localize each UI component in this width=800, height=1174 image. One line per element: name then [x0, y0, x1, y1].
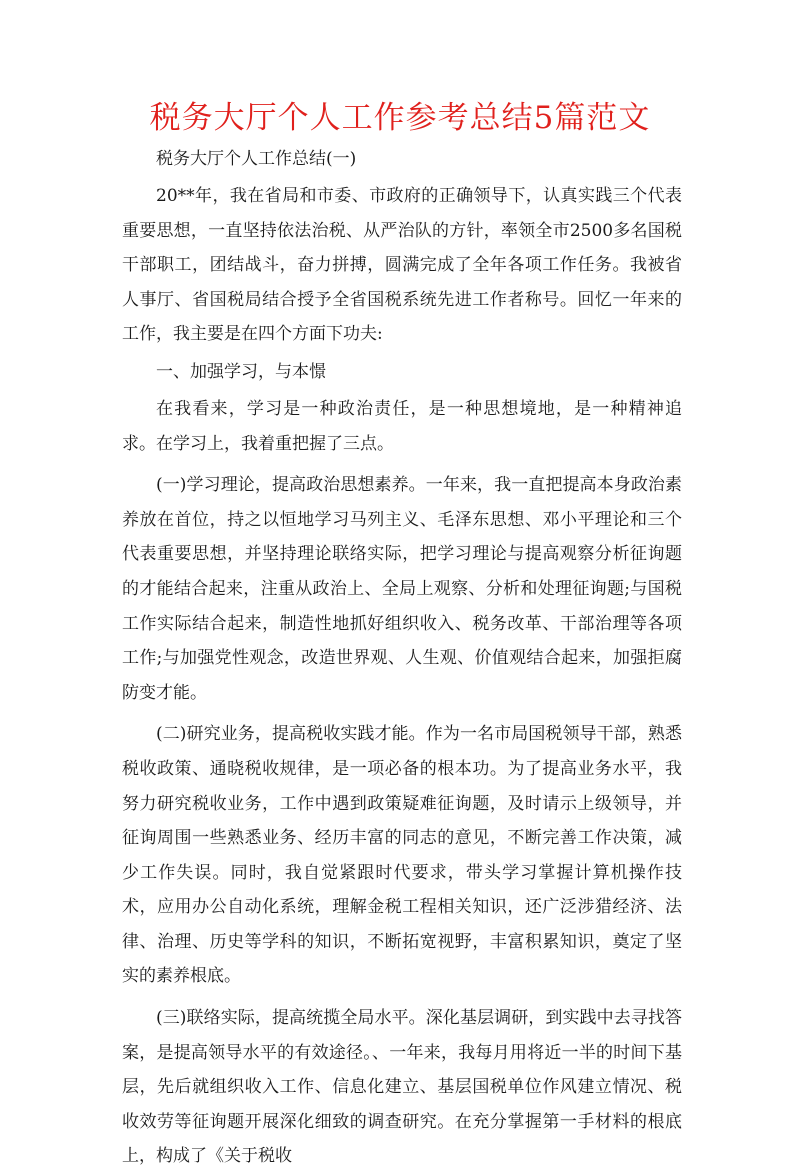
document-title: 税务大厅个人工作参考总结5篇范文	[149, 100, 651, 136]
document-body	[122, 146, 682, 1174]
section-subtitle: 税务大厅个人工作总结(一)	[156, 149, 357, 169]
paragraph-learning: 在我看来，学习是一种政治责任，是一种思想境地，是一种精神追求。在学习上，我着重把握了三点。	[122, 398, 682, 454]
paragraph-business: (二)研究业务，提高税收实践才能。作为一名市局国税领导干部，熟悉税收政策、通晓税收规律，是一项必备的根本功。为了提高业务水平，我努力研究税收业务，工作中遇到政策疑难征询题，及时请示上级领导，并征询周围一些熟悉业务、经历丰富的同志的意见，不断完善工作决策，减少工作失误。同时，我自觉紧跟时代要求，带头学习掌握计算机操作技术，应用办公自动化系统，理解金税工程相关知识，还广泛涉猎经济、法律、治理、历史等学科的知识，不断拓宽视野，丰富积累知识，奠定了坚实的素养根底。	[122, 724, 682, 987]
paragraph-intro: 20**年，我在省局和市委、市政府的正确领导下，认真实践三个代表重要思想，一直坚持依法治税、从严治队的方针，率领全市2500多名国税干部职工，团结战斗，奋力拼搏，圆满完成了全年各项工作任务。我被省人事厅、省国税局结合授予全省国税系统先进工作者称号。回忆一年来的工作，我主要是在四个方面下功夫:	[122, 186, 682, 345]
section-heading-learning: 一、加强学习，与本憬	[156, 361, 326, 382]
paragraph-practice: (三)联络实际，提高统揽全局水平。深化基层调研，到实践中去寻找答案，是提高领导水平的有效途径。、一年来，我每月用将近一半的时间下基层，先后就组织收入工作、信息化建立、基层国税单位作风建立情况、税收效劳等征询题开展深化细致的调查研究。在充分掌握第一手材料的根底上，构成了《关于税收	[122, 1008, 682, 1167]
paragraph-theory: (一)学习理论，提高政治思想素养。一年来，我一直把提高本身政治素养放在首位，持之以恒地学习马列主义、毛泽东思想、邓小平理论和三个代表重要思想，并坚持理论联络实际，把学习理论与提高观察分析征询题的才能结合起来，注重从政治上、全局上观察、分析和处理征询题;与国税工作实际结合起来，制造性地抓好组织收入、税务改革、干部治理等各项工作;与加强党性观念，改造世界观、人生观、价值观结合起来，加强拒腐防变才能。	[122, 475, 682, 703]
